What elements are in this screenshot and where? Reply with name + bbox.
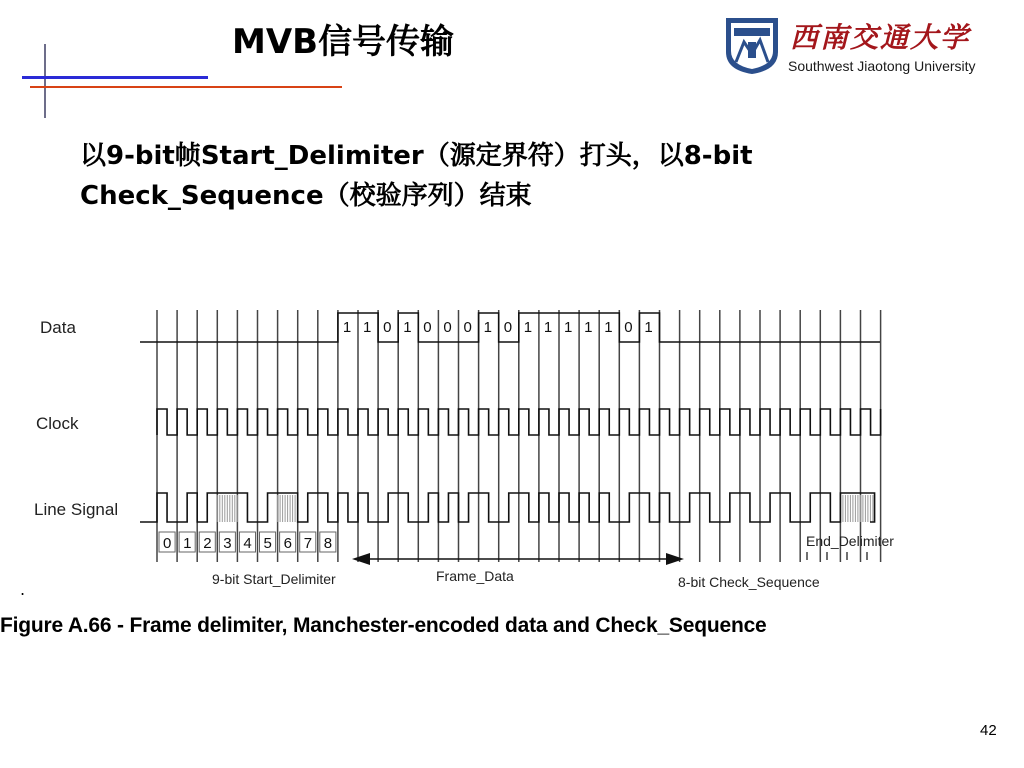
data-bit-label: 1 (644, 319, 653, 336)
start-bit-number: 6 (283, 535, 292, 552)
line-signal-waveform (140, 493, 875, 522)
data-bit-labels (343, 319, 653, 336)
data-bit-label: 1 (342, 319, 352, 336)
frame-data-label: Frame_Data (436, 568, 514, 584)
data-bit-label: 0 (423, 319, 432, 336)
check-sequence-label: 8-bit Check_Sequence (678, 574, 820, 590)
line-signal-idle-hatch (217, 495, 873, 522)
data-bit-label: 0 (503, 319, 513, 336)
data-bit-label: 0 (624, 319, 633, 336)
data-bit-label: 1 (604, 319, 613, 336)
start-bit-number: 2 (203, 535, 212, 552)
decorative-red-line (30, 86, 342, 88)
data-bit-label: 1 (564, 319, 573, 336)
data-bit-label: 1 (584, 319, 593, 336)
signal-label-data: Data (40, 318, 76, 337)
start-bit-number: 0 (163, 535, 172, 552)
figure-caption: Figure A.66 - Frame delimiter, Manchester-encoded data and Check_Sequence (0, 614, 767, 637)
slide-title: MVB信号传输 (232, 22, 455, 62)
university-name-cn: 西南交通大学 (790, 21, 971, 54)
data-bit-label: 1 (363, 319, 372, 336)
description-line-2: Check_Sequence（校验序列）结束 (80, 181, 532, 211)
stray-dot: . (20, 580, 26, 599)
start-bit-number: 8 (323, 535, 333, 552)
data-bit-label: 0 (443, 319, 452, 336)
data-bit-label: 1 (403, 319, 412, 336)
start-bit-number: 7 (303, 535, 313, 552)
university-name-en: Southwest Jiaotong University (788, 58, 976, 74)
start-bit-number: 5 (263, 535, 272, 552)
data-bit-label: 0 (383, 319, 392, 336)
university-logo (722, 12, 1002, 82)
start-bit-number: 1 (183, 535, 192, 552)
decorative-vertical-line (44, 44, 46, 118)
start-bit-number: 3 (223, 535, 232, 552)
decorative-blue-line (22, 76, 208, 79)
bit-boundary-gridlines (157, 310, 881, 562)
data-bit-label: 0 (463, 319, 472, 336)
manchester-timing-diagram (0, 300, 1024, 600)
clock-waveform (157, 409, 881, 435)
end-delimiter-ticks (807, 552, 867, 560)
description-line-1: 以9-bit帧Start_Delimiter（源定界符）打头，以8-bit (80, 141, 753, 171)
start-delimiter-label: 9-bit Start_Delimiter (212, 571, 336, 587)
slide-description (80, 136, 940, 216)
frame-data-arrow (352, 553, 684, 565)
page-number: 42 (980, 722, 997, 739)
data-bit-label: 1 (483, 319, 492, 336)
signal-label-clock: Clock (36, 414, 79, 433)
end-delimiter-label: End_Delimiter (806, 533, 894, 549)
start-bit-number: 4 (243, 535, 252, 552)
university-seal-icon (722, 14, 782, 76)
data-bit-label: 1 (523, 319, 533, 336)
start-delimiter-bit-numbers (159, 532, 336, 552)
data-bit-label: 1 (543, 319, 553, 336)
signal-label-line: Line Signal (34, 500, 119, 519)
